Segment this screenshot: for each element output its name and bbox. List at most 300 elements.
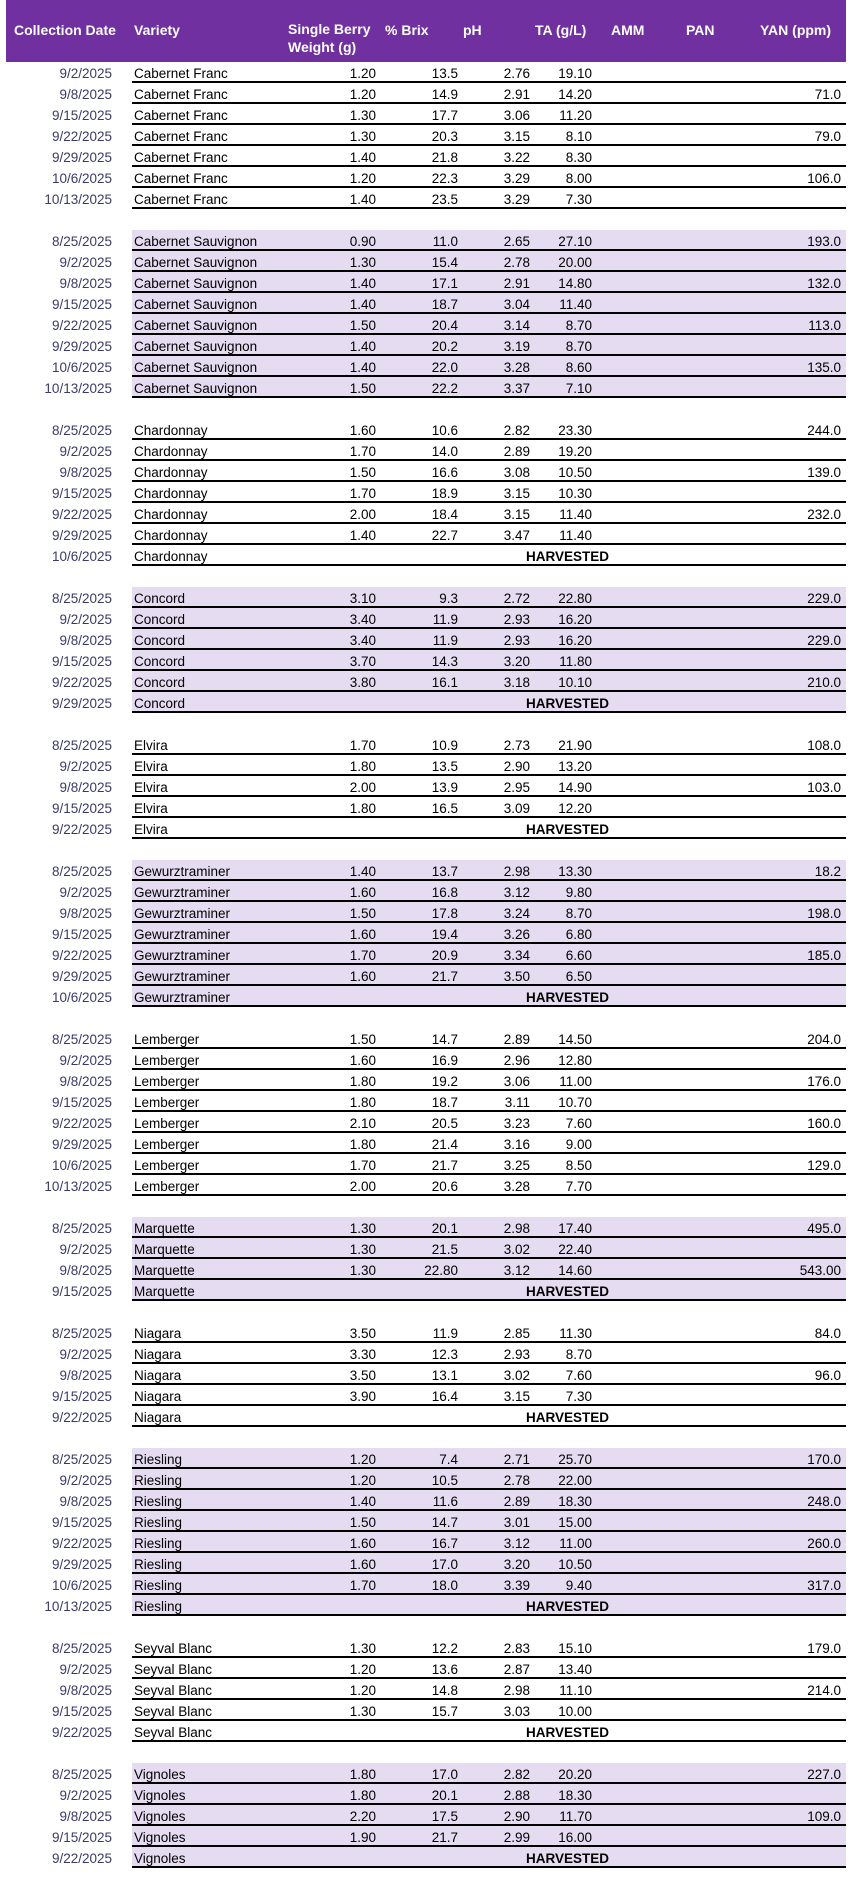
table-row (6, 1385, 846, 1406)
cell-brix: 21.8 (431, 150, 458, 165)
cell-collection-date: 9/29/2025 (51, 696, 112, 711)
header-yan: YAN (ppm) (760, 22, 832, 38)
table-row (6, 671, 846, 692)
row-rule (132, 1740, 846, 1742)
cell-single-berry-weight: 1.40 (349, 1494, 376, 1509)
table-row (6, 1679, 846, 1700)
cell-yan: 229.0 (807, 633, 841, 648)
cell-ph: 2.89 (503, 1494, 530, 1509)
table-row (6, 1826, 846, 1847)
cell-single-berry-weight: 1.90 (349, 1830, 376, 1845)
cell-single-berry-weight: 1.70 (349, 738, 376, 753)
cell-ta: 13.40 (558, 1662, 592, 1677)
cell-variety: Seyval Blanc (134, 1704, 213, 1719)
cell-collection-date: 9/2/2025 (59, 1347, 112, 1362)
row-shading (132, 860, 846, 879)
table-row (6, 629, 846, 650)
cell-single-berry-weight: 1.40 (349, 150, 376, 165)
cell-brix: 20.2 (431, 339, 458, 354)
cell-brix: 17.5 (431, 1809, 458, 1824)
cell-ph: 2.93 (503, 633, 530, 648)
cell-ph: 3.28 (503, 1179, 530, 1194)
table-row (6, 1469, 846, 1490)
group-spacer (6, 1007, 846, 1028)
cell-variety: Lemberger (134, 1158, 200, 1173)
cell-single-berry-weight: 1.70 (349, 1578, 376, 1593)
cell-variety: Gewurztraminer (134, 990, 231, 1005)
cell-ph: 2.96 (503, 1053, 530, 1068)
cell-collection-date: 9/22/2025 (51, 1725, 112, 1740)
row-shading (132, 1217, 846, 1236)
cell-ta: 8.30 (565, 150, 592, 165)
cell-single-berry-weight: 3.40 (349, 612, 376, 627)
cell-variety: Concord (134, 633, 186, 648)
table-row (6, 1343, 846, 1364)
cell-yan: 227.0 (807, 1767, 841, 1782)
cell-brix: 20.5 (431, 1116, 458, 1131)
cell-variety: Gewurztraminer (134, 885, 231, 900)
row-shading (132, 1805, 846, 1824)
cell-variety: Elvira (134, 801, 168, 816)
cell-ph: 3.28 (503, 360, 530, 375)
cell-yan: 96.0 (814, 1368, 841, 1383)
cell-ta: 14.20 (558, 87, 592, 102)
cell-collection-date: 8/25/2025 (51, 1641, 112, 1656)
cell-ph: 3.06 (503, 1074, 530, 1089)
cell-collection-date: 10/6/2025 (51, 549, 112, 564)
cell-collection-date: 9/2/2025 (59, 1242, 112, 1257)
cell-brix: 9.3 (439, 591, 458, 606)
cell-harvested: HARVESTED (526, 1851, 610, 1866)
cell-brix: 18.4 (431, 507, 458, 522)
cell-brix: 10.5 (431, 1473, 458, 1488)
cell-collection-date: 9/8/2025 (59, 1263, 112, 1278)
cell-ta: 17.40 (558, 1221, 592, 1236)
cell-variety: Elvira (134, 759, 168, 774)
cell-brix: 18.9 (431, 486, 458, 501)
group-spacer (6, 1427, 846, 1448)
cell-collection-date: 9/2/2025 (59, 1053, 112, 1068)
cell-collection-date: 9/15/2025 (51, 108, 112, 123)
cell-ph: 3.26 (503, 927, 530, 942)
cell-brix: 7.4 (439, 1452, 458, 1467)
cell-variety: Lemberger (134, 1179, 200, 1194)
row-rule (132, 1614, 846, 1616)
table-row (6, 1154, 846, 1175)
cell-ph: 3.19 (503, 339, 530, 354)
cell-brix: 10.9 (431, 738, 458, 753)
row-shading (132, 1574, 846, 1593)
cell-ta: 11.40 (559, 297, 592, 312)
variety-group (6, 62, 846, 209)
cell-ta: 18.30 (558, 1494, 592, 1509)
cell-collection-date: 9/2/2025 (59, 1788, 112, 1803)
cell-collection-date: 9/15/2025 (51, 801, 112, 816)
cell-collection-date: 8/25/2025 (51, 591, 112, 606)
cell-single-berry-weight: 1.20 (349, 1683, 376, 1698)
cell-collection-date: 9/15/2025 (51, 1284, 112, 1299)
cell-collection-date: 9/22/2025 (51, 318, 112, 333)
table-row (6, 1049, 846, 1070)
table-row (6, 1721, 846, 1742)
variety-group (6, 734, 846, 839)
table-row (6, 503, 846, 524)
cell-variety: Marquette (134, 1284, 195, 1299)
cell-variety: Niagara (134, 1368, 182, 1383)
cell-ta: 8.70 (565, 906, 592, 921)
cell-variety: Riesling (134, 1494, 183, 1509)
cell-brix: 12.3 (431, 1347, 458, 1362)
table-row (6, 1805, 846, 1826)
row-shading (132, 608, 846, 627)
cell-single-berry-weight: 1.30 (349, 1641, 376, 1656)
table-row (6, 1658, 846, 1679)
cell-variety: Riesling (134, 1473, 183, 1488)
cell-collection-date: 9/15/2025 (51, 1095, 112, 1110)
cell-yan: 248.0 (807, 1494, 841, 1509)
cell-variety: Cabernet Sauvignon (134, 339, 258, 354)
cell-ph: 2.90 (503, 759, 530, 774)
cell-collection-date: 9/15/2025 (51, 486, 112, 501)
cell-single-berry-weight: 1.40 (349, 297, 376, 312)
row-shading (132, 587, 846, 606)
cell-ph: 3.34 (503, 948, 530, 963)
cell-variety: Seyval Blanc (134, 1683, 213, 1698)
cell-collection-date: 10/6/2025 (51, 1158, 112, 1173)
cell-variety: Concord (134, 654, 186, 669)
cell-ta: 16.00 (558, 1830, 592, 1845)
cell-single-berry-weight: 1.50 (349, 318, 376, 333)
table-row (6, 545, 846, 566)
cell-collection-date: 9/2/2025 (59, 1473, 112, 1488)
cell-ta: 10.10 (558, 675, 592, 690)
header-variety: Variety (134, 22, 180, 38)
cell-collection-date: 10/6/2025 (51, 171, 112, 186)
cell-ph: 3.15 (503, 129, 530, 144)
table-row (6, 419, 846, 440)
cell-single-berry-weight: 1.30 (349, 255, 376, 270)
cell-single-berry-weight: 1.40 (349, 276, 376, 291)
cell-variety: Cabernet Sauvignon (134, 381, 258, 396)
row-rule (132, 1005, 846, 1007)
cell-ta: 8.60 (565, 360, 592, 375)
table-row (6, 1280, 846, 1301)
cell-ph: 3.23 (503, 1116, 530, 1131)
cell-ta: 15.10 (558, 1641, 592, 1656)
cell-yan: 113.0 (808, 318, 841, 333)
cell-brix: 16.4 (431, 1389, 458, 1404)
cell-ph: 3.01 (503, 1515, 530, 1530)
cell-ta: 14.80 (558, 276, 592, 291)
row-shading (132, 671, 846, 690)
cell-ph: 2.93 (503, 612, 530, 627)
cell-yan: 103.0 (807, 780, 841, 795)
cell-ta: 10.30 (558, 486, 592, 501)
cell-brix: 10.6 (431, 423, 458, 438)
row-shading (132, 1280, 846, 1299)
cell-ph: 2.78 (503, 1473, 530, 1488)
cell-ta: 23.30 (558, 423, 592, 438)
cell-variety: Cabernet Franc (134, 129, 228, 144)
cell-single-berry-weight: 1.50 (349, 465, 376, 480)
cell-ph: 2.78 (503, 255, 530, 270)
cell-variety: Gewurztraminer (134, 906, 231, 921)
cell-ta: 8.70 (565, 318, 592, 333)
cell-ph: 2.73 (503, 738, 530, 753)
table-row (6, 1700, 846, 1721)
cell-collection-date: 8/25/2025 (51, 738, 112, 753)
cell-brix: 15.7 (431, 1704, 458, 1719)
table-row (6, 146, 846, 167)
cell-single-berry-weight: 1.20 (349, 66, 376, 81)
cell-brix: 22.0 (431, 360, 458, 375)
cell-variety: Gewurztraminer (134, 948, 231, 963)
cell-single-berry-weight: 1.40 (349, 528, 376, 543)
table-row (6, 125, 846, 146)
cell-ph: 3.22 (503, 150, 530, 165)
cell-single-berry-weight: 1.60 (349, 1536, 376, 1551)
table-row (6, 755, 846, 776)
cell-variety: Chardonnay (134, 444, 208, 459)
row-rule (132, 711, 846, 713)
cell-ta: 9.40 (565, 1578, 592, 1593)
cell-brix: 21.7 (431, 1158, 458, 1173)
row-shading (132, 1847, 846, 1866)
table-body (6, 62, 846, 1868)
cell-variety: Chardonnay (134, 465, 208, 480)
cell-collection-date: 9/8/2025 (59, 87, 112, 102)
cell-ph: 3.47 (503, 528, 530, 543)
header-collection-date: Collection Date (14, 22, 116, 38)
cell-collection-date: 9/8/2025 (59, 1368, 112, 1383)
cell-ta: 14.50 (558, 1032, 592, 1047)
cell-variety: Niagara (134, 1410, 182, 1425)
variety-group (6, 419, 846, 566)
cell-single-berry-weight: 1.80 (349, 1137, 376, 1152)
cell-single-berry-weight: 1.30 (349, 1242, 376, 1257)
cell-collection-date: 8/25/2025 (51, 1452, 112, 1467)
cell-collection-date: 9/8/2025 (59, 1494, 112, 1509)
cell-ta: 7.30 (565, 192, 592, 207)
cell-ta: 27.10 (558, 234, 592, 249)
cell-ta: 19.10 (558, 66, 592, 81)
cell-variety: Cabernet Franc (134, 87, 228, 102)
row-shading (132, 1448, 846, 1467)
table-row (6, 1364, 846, 1385)
cell-brix: 20.1 (431, 1788, 458, 1803)
cell-yan: 176.0 (807, 1074, 841, 1089)
cell-single-berry-weight: 1.20 (349, 171, 376, 186)
cell-variety: Chardonnay (134, 528, 208, 543)
cell-ta: 16.20 (558, 633, 592, 648)
row-shading (132, 1238, 846, 1257)
cell-brix: 16.5 (431, 801, 458, 816)
cell-ta: 6.80 (565, 927, 592, 942)
cell-ta: 8.00 (565, 171, 592, 186)
cell-collection-date: 8/25/2025 (51, 1326, 112, 1341)
cell-variety: Lemberger (134, 1053, 200, 1068)
table-row (6, 461, 846, 482)
table-row (6, 230, 846, 251)
cell-ph: 2.88 (503, 1788, 530, 1803)
table-row (6, 314, 846, 335)
table-row (6, 1847, 846, 1868)
cell-variety: Cabernet Sauvignon (134, 360, 258, 375)
cell-ph: 3.08 (503, 465, 530, 480)
cell-collection-date: 10/13/2025 (44, 1179, 112, 1194)
cell-ta: 11.30 (559, 1326, 592, 1341)
table-row (6, 440, 846, 461)
cell-brix: 13.5 (431, 66, 458, 81)
table-row (6, 587, 846, 608)
cell-collection-date: 9/29/2025 (51, 1137, 112, 1152)
cell-ph: 3.04 (503, 297, 530, 312)
table-row (6, 1238, 846, 1259)
table-row (6, 965, 846, 986)
cell-ta: 16.20 (558, 612, 592, 627)
cell-variety: Riesling (134, 1515, 183, 1530)
cell-ph: 2.95 (503, 780, 530, 795)
cell-single-berry-weight: 0.90 (349, 234, 376, 249)
cell-brix: 14.0 (431, 444, 458, 459)
cell-single-berry-weight: 2.00 (349, 507, 376, 522)
cell-collection-date: 8/25/2025 (51, 1032, 112, 1047)
cell-ta: 20.20 (558, 1767, 592, 1782)
cell-single-berry-weight: 1.80 (349, 1074, 376, 1089)
cell-brix: 14.8 (431, 1683, 458, 1698)
cell-ph: 3.15 (503, 486, 530, 501)
cell-collection-date: 9/22/2025 (51, 1851, 112, 1866)
cell-ta: 14.90 (558, 780, 592, 795)
cell-brix: 16.7 (431, 1536, 458, 1551)
table-row (6, 902, 846, 923)
cell-brix: 19.4 (431, 927, 458, 942)
cell-yan: 18.2 (814, 864, 841, 879)
cell-harvested: HARVESTED (526, 1284, 610, 1299)
cell-ta: 11.40 (559, 507, 592, 522)
cell-ta: 8.70 (565, 339, 592, 354)
cell-ta: 8.10 (565, 129, 592, 144)
cell-variety: Cabernet Franc (134, 171, 228, 186)
cell-ta: 8.70 (565, 1347, 592, 1362)
cell-variety: Cabernet Franc (134, 108, 228, 123)
cell-variety: Niagara (134, 1347, 182, 1362)
table-row (6, 1217, 846, 1238)
cell-ta: 20.00 (558, 255, 592, 270)
cell-variety: Vignoles (134, 1851, 186, 1866)
row-rule (132, 1866, 846, 1868)
cell-variety: Riesling (134, 1599, 183, 1614)
row-rule (132, 207, 846, 209)
header-single-berry-weight: Single Berry Weight (g) (288, 21, 371, 55)
cell-variety: Concord (134, 612, 186, 627)
cell-brix: 22.3 (431, 171, 458, 186)
cell-yan: 79.0 (814, 129, 841, 144)
cell-variety: Lemberger (134, 1137, 200, 1152)
cell-variety: Concord (134, 675, 186, 690)
cell-variety: Cabernet Franc (134, 66, 228, 81)
cell-ph: 2.85 (503, 1326, 530, 1341)
row-shading (132, 965, 846, 984)
table-row (6, 986, 846, 1007)
cell-ta: 7.70 (565, 1179, 592, 1194)
cell-collection-date: 10/13/2025 (44, 381, 112, 396)
cell-yan: 71.0 (814, 87, 841, 102)
cell-ph: 2.82 (503, 423, 530, 438)
cell-single-berry-weight: 3.40 (349, 633, 376, 648)
cell-ph: 2.71 (503, 1452, 530, 1467)
cell-single-berry-weight: 1.30 (349, 1704, 376, 1719)
cell-ta: 22.40 (558, 1242, 592, 1257)
cell-ph: 2.72 (503, 591, 530, 606)
cell-collection-date: 9/15/2025 (51, 297, 112, 312)
group-spacer (6, 1301, 846, 1322)
cell-collection-date: 9/22/2025 (51, 507, 112, 522)
group-spacer (6, 713, 846, 734)
table-row (6, 1511, 846, 1532)
row-rule (132, 1425, 846, 1427)
cell-single-berry-weight: 1.30 (349, 129, 376, 144)
cell-variety: Cabernet Sauvignon (134, 234, 258, 249)
cell-variety: Vignoles (134, 1830, 186, 1845)
cell-single-berry-weight: 2.20 (349, 1809, 376, 1824)
cell-collection-date: 9/15/2025 (51, 1515, 112, 1530)
cell-collection-date: 9/29/2025 (51, 150, 112, 165)
cell-collection-date: 9/22/2025 (51, 1410, 112, 1425)
cell-collection-date: 9/15/2025 (51, 927, 112, 942)
table-row (6, 797, 846, 818)
variety-group (6, 230, 846, 398)
row-shading (132, 1826, 846, 1845)
table-row (6, 251, 846, 272)
cell-ph: 3.12 (503, 1536, 530, 1551)
cell-yan: 139.0 (807, 465, 841, 480)
row-shading (132, 902, 846, 921)
cell-ta: 22.00 (558, 1473, 592, 1488)
table-row (6, 167, 846, 188)
cell-brix: 11.6 (432, 1494, 458, 1509)
cell-ph: 2.98 (503, 1221, 530, 1236)
cell-collection-date: 8/25/2025 (51, 234, 112, 249)
cell-ta: 10.70 (558, 1095, 592, 1110)
cell-ph: 3.12 (503, 1263, 530, 1278)
cell-brix: 15.4 (431, 255, 458, 270)
cell-yan: 129.0 (807, 1158, 841, 1173)
cell-ta: 21.90 (558, 738, 592, 753)
cell-brix: 13.5 (431, 759, 458, 774)
cell-yan: 170.0 (807, 1452, 841, 1467)
row-shading (132, 1532, 846, 1551)
cell-collection-date: 9/8/2025 (59, 276, 112, 291)
cell-yan: 317.0 (807, 1578, 841, 1593)
cell-ta: 7.30 (565, 1389, 592, 1404)
cell-single-berry-weight: 1.20 (349, 1473, 376, 1488)
cell-ta: 10.50 (558, 1557, 592, 1572)
cell-ta: 11.10 (559, 1683, 592, 1698)
table-row (6, 1259, 846, 1280)
cell-brix: 22.80 (424, 1263, 458, 1278)
row-rule (132, 1299, 846, 1301)
cell-yan: 135.0 (807, 360, 841, 375)
cell-yan: 210.0 (807, 675, 841, 690)
cell-single-berry-weight: 1.40 (349, 864, 376, 879)
cell-ph: 3.02 (503, 1368, 530, 1383)
cell-ta: 12.80 (558, 1053, 592, 1068)
cell-brix: 20.3 (431, 129, 458, 144)
cell-collection-date: 9/22/2025 (51, 1536, 112, 1551)
cell-single-berry-weight: 1.60 (349, 423, 376, 438)
cell-single-berry-weight: 3.70 (349, 654, 376, 669)
